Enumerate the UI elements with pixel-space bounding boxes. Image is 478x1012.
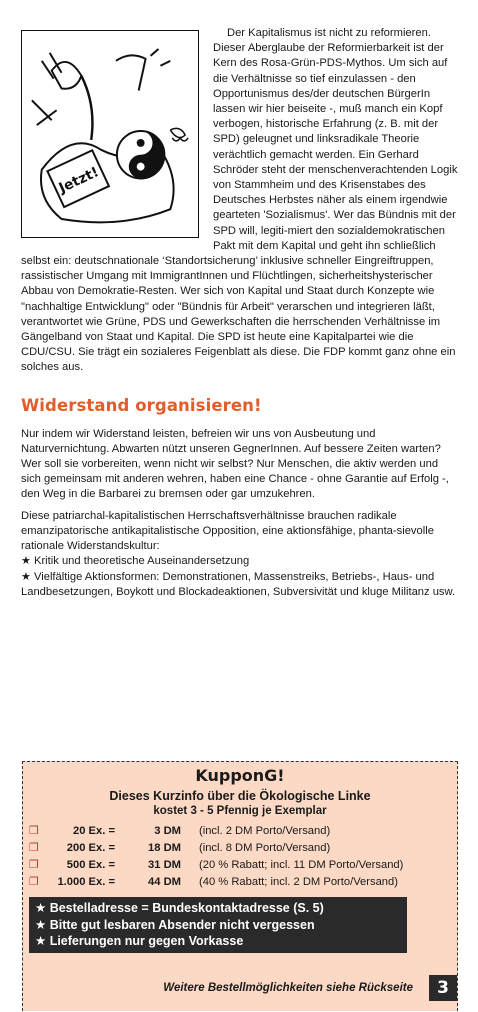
- checkbox-icon[interactable]: ❐: [29, 842, 39, 854]
- coupon-subtitle: Dieses Kurzinfo über die Ökologische Linke: [109, 789, 371, 803]
- intro-block: [21, 26, 461, 376]
- price-row[interactable]: ❐ 200 Ex. = 18 DM (incl. 8 DM Porto/Versand): [29, 841, 331, 854]
- page-number: 3: [429, 975, 457, 1001]
- coupon-footer-note: Weitere Bestellmöglichkeiten siehe Rückseite: [163, 982, 413, 994]
- star-icon: ★: [35, 934, 47, 948]
- intro-paragraph: Der Kapitalismus ist nicht zu reformieren. Dieser Aberglaube der Reformierbarkeit ist der Kern des Rosa-Grün-PDS-Mythos. Um sich auf die Verhältnisse so tief einzulassen - den Opportunismus des/der deutschen BürgerIn lassen wir hier beiseite -, muß manch ein Kopf verbogen, historische Erfahrung (z. B. mit der SPD) geleugnet und linksradikale Theorie verächtlich gemacht werden. Ein Gerhard Schröder steht der menschenverachtenden Logik von Stammheim und des Krisenstabes des Deutsches Herbstes näher als einem irgendwie gearteten 'Sozialismus'. Wer das Bündnis mit der SPD will, legiti-miert den sozialdemokratischen Pakt mit dem Kapital und geht ihn schließlich selbst ein: deutschnationale ‘Standortsicherung’ inklusive schneller Eingreiftruppen, rassistischer Umgang mit ImmigrantInnen und Flüchtlingen, sicherheitshysterischer Abbau von Demokratie-Resten. Wer sich von Kapital und Staat durch Konzepte wie "nachhaltige Entwicklung" oder "Bündnis für Arbeit" verarschen und integrieren läßt, verantwortet wie Grüne, PDS und Gewerkschaften die herrschenden Verhältnisse im Gängelband von Staat und Kapital. Die SPD ist heute eine Kapitalpartei wie die CDU/CSU. Sie trägt ein sozialeres Feigenblatt als diese. Die FDP kommt ganz ohne ein solches aus.: [21, 27, 458, 374]
- price-row[interactable]: ❐ 1.000 Ex. = 44 DM (40 % Rabatt; incl. 2 DM Porto/Versand): [29, 875, 398, 888]
- section-paragraph-1: Nur indem wir Widerstand leisten, befreien wir uns von Ausbeutung und Naturvernichtung. Abwarten nützt unseren GegnerInnen. Auf bessere Zeiten warten? Wer soll sie vorbereiten, wenn nicht wir selbst? Nur Menschen, die aktiv werden und sich gemeinsam mit anderen wehren, haben eine Chance - ohne Garantie auf Erfolg -, den Weg in die Barbarei zu bremsen oder gar umzukehren.: [21, 427, 449, 501]
- coupon-title: KupponG!: [195, 766, 285, 785]
- price-row[interactable]: ❐ 500 Ex. = 31 DM (20 % Rabatt; incl. 11 DM Porto/Versand): [29, 858, 404, 871]
- star-icon: ★: [21, 570, 31, 583]
- price-table: [29, 822, 457, 890]
- order-info-line: ★ Lieferungen nur gegen Vorkasse: [35, 934, 244, 948]
- star-icon: ★: [35, 901, 47, 915]
- price-row[interactable]: ❐ 20 Ex. = 3 DM (incl. 2 DM Porto/Versand): [29, 824, 331, 837]
- checkbox-icon[interactable]: ❐: [29, 859, 39, 871]
- checkbox-icon[interactable]: ❐: [29, 876, 39, 888]
- section-body: [21, 427, 461, 600]
- coupon-price-line: kostet 3 - 5 Pfennig je Exemplar: [153, 805, 327, 817]
- star-icon: ★: [21, 555, 31, 568]
- section-paragraph-2: Diese patriarchal-kapitalistischen Herrschaftsverhältnisse brauchen radikale emanzipatorische antikapitalistische Opposition, eine aktionsfähige, phanta-sievolle rationale Widerstandskultur:: [21, 509, 434, 553]
- checkbox-icon[interactable]: ❐: [29, 825, 39, 837]
- cartoon-drawing: [22, 31, 198, 237]
- cartoon-illustration: [21, 30, 199, 238]
- section-heading: Widerstand organisieren!: [21, 395, 262, 415]
- cartoon-sign-text: Jetzt!: [56, 164, 102, 197]
- order-info-line: ★ Bestelladresse = Bundeskontaktadresse (S. 5): [35, 901, 324, 915]
- list-item: ★ Kritik und theoretische Auseinandersetzung: [21, 555, 250, 568]
- order-info-line: ★ Bitte gut lesbaren Absender nicht vergessen: [35, 917, 315, 932]
- order-info-box: [29, 897, 407, 953]
- list-item: ★ Vielfältige Aktionsformen: Demonstrationen, Massenstreiks, Betriebs-, Haus- und Landbesetzungen, Boykott und Blockadeaktionen, Subversivität und kluge Militanz usw.: [21, 570, 456, 598]
- order-coupon: [22, 761, 458, 1011]
- star-icon: ★: [35, 917, 47, 932]
- page-content: [21, 26, 461, 600]
